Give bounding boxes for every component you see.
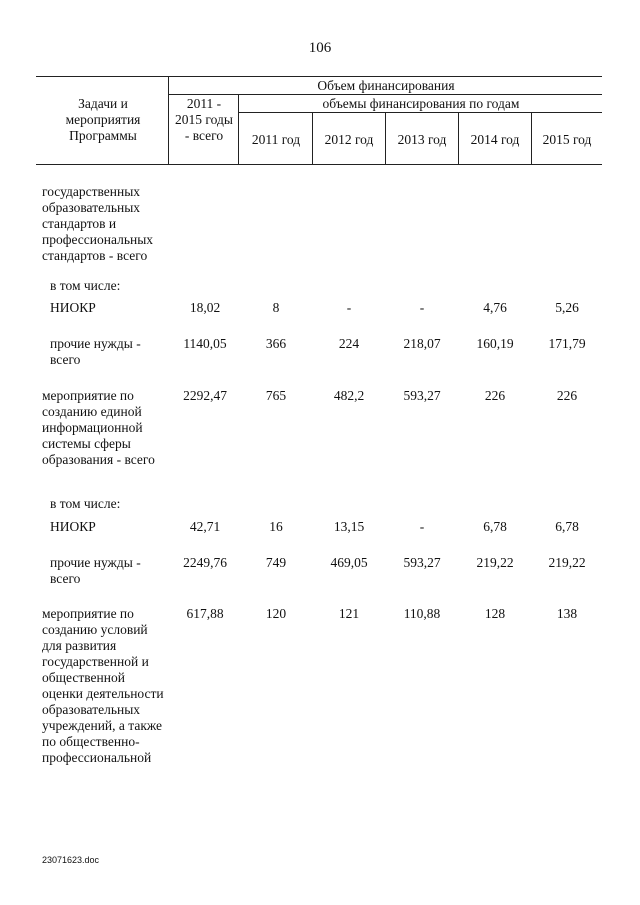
- row-label: НИОКР: [50, 519, 96, 534]
- header-year: 2012 год: [324, 132, 374, 147]
- value-total: 42,71: [189, 519, 221, 534]
- header-tasks: Задачи и мероприятия Программы: [65, 96, 141, 143]
- value-2011: 366: [265, 336, 287, 351]
- header-total: 2011 - 2015 годы - всего: [175, 96, 233, 143]
- value-2015: 171,79: [548, 336, 586, 351]
- col-divider: [168, 76, 169, 164]
- value-2013: -: [419, 519, 425, 534]
- value-2014: 4,76: [483, 300, 507, 315]
- header-year: 2014 год: [470, 132, 520, 147]
- value-total: 617,88: [186, 606, 224, 621]
- value-2011: 8: [272, 300, 280, 315]
- header-bottom-rule: [36, 164, 602, 165]
- header-year: 2011 год: [251, 132, 301, 147]
- value-2014: 160,19: [476, 336, 514, 351]
- value-total: 1140,05: [183, 336, 227, 351]
- value-2013: 110,88: [403, 606, 441, 621]
- value-total: 2249,76: [183, 555, 227, 570]
- task-label: государственных образовательных стандартов и профессиональных стандартов - всего: [42, 184, 154, 263]
- task-label: мероприятие по созданию единой информационной системы сферы образования - всего: [42, 388, 155, 467]
- row-label: прочие нужды - всего: [50, 336, 141, 367]
- value-2014: 226: [484, 388, 506, 403]
- task-label: мероприятие по созданию условий для развития государственной и общественной оценки деятельности образовательных учреждений, а также по общественно-профессиональной: [42, 606, 164, 765]
- subheading-label: в том числе:: [50, 496, 121, 511]
- value-2012: 469,05: [330, 555, 368, 570]
- value-2013: 218,07: [403, 336, 441, 351]
- page-number: 106: [308, 40, 332, 56]
- value-2014: 6,78: [483, 519, 507, 534]
- value-2011: 749: [265, 555, 287, 570]
- value-2015: 219,22: [548, 555, 586, 570]
- subheading-label: в том числе:: [50, 278, 121, 293]
- value-2012: 121: [338, 606, 360, 621]
- value-2012: 13,15: [333, 519, 365, 534]
- value-2011: 120: [265, 606, 287, 621]
- value-2013: -: [419, 300, 425, 315]
- header-funding: Объем финансирования: [317, 78, 455, 93]
- document-filename: 23071623.doc: [42, 855, 100, 865]
- value-2015: 138: [556, 606, 578, 621]
- funding-header-rule: [168, 94, 602, 95]
- value-2012: 224: [338, 336, 360, 351]
- value-2015: 226: [556, 388, 578, 403]
- row-label: НИОКР: [50, 300, 96, 315]
- value-2012: 482,2: [333, 388, 365, 403]
- value-2011: 16: [269, 519, 283, 534]
- value-2015: 6,78: [555, 519, 579, 534]
- value-total: 18,02: [189, 300, 221, 315]
- value-2015: 5,26: [555, 300, 579, 315]
- value-2014: 219,22: [476, 555, 514, 570]
- value-2012: -: [346, 300, 352, 315]
- row-label: прочие нужды - всего: [50, 555, 141, 586]
- value-2011: 765: [265, 388, 287, 403]
- value-2013: 593,27: [403, 555, 441, 570]
- table-top-rule: [36, 76, 602, 77]
- header-year: 2015 год: [542, 132, 592, 147]
- value-2013: 593,27: [403, 388, 441, 403]
- header-by-years: объемы финансирования по годам: [322, 96, 520, 111]
- header-year: 2013 год: [397, 132, 447, 147]
- col-divider: [238, 94, 239, 164]
- years-header-rule: [238, 112, 602, 113]
- value-2014: 128: [484, 606, 506, 621]
- value-total: 2292,47: [183, 388, 227, 403]
